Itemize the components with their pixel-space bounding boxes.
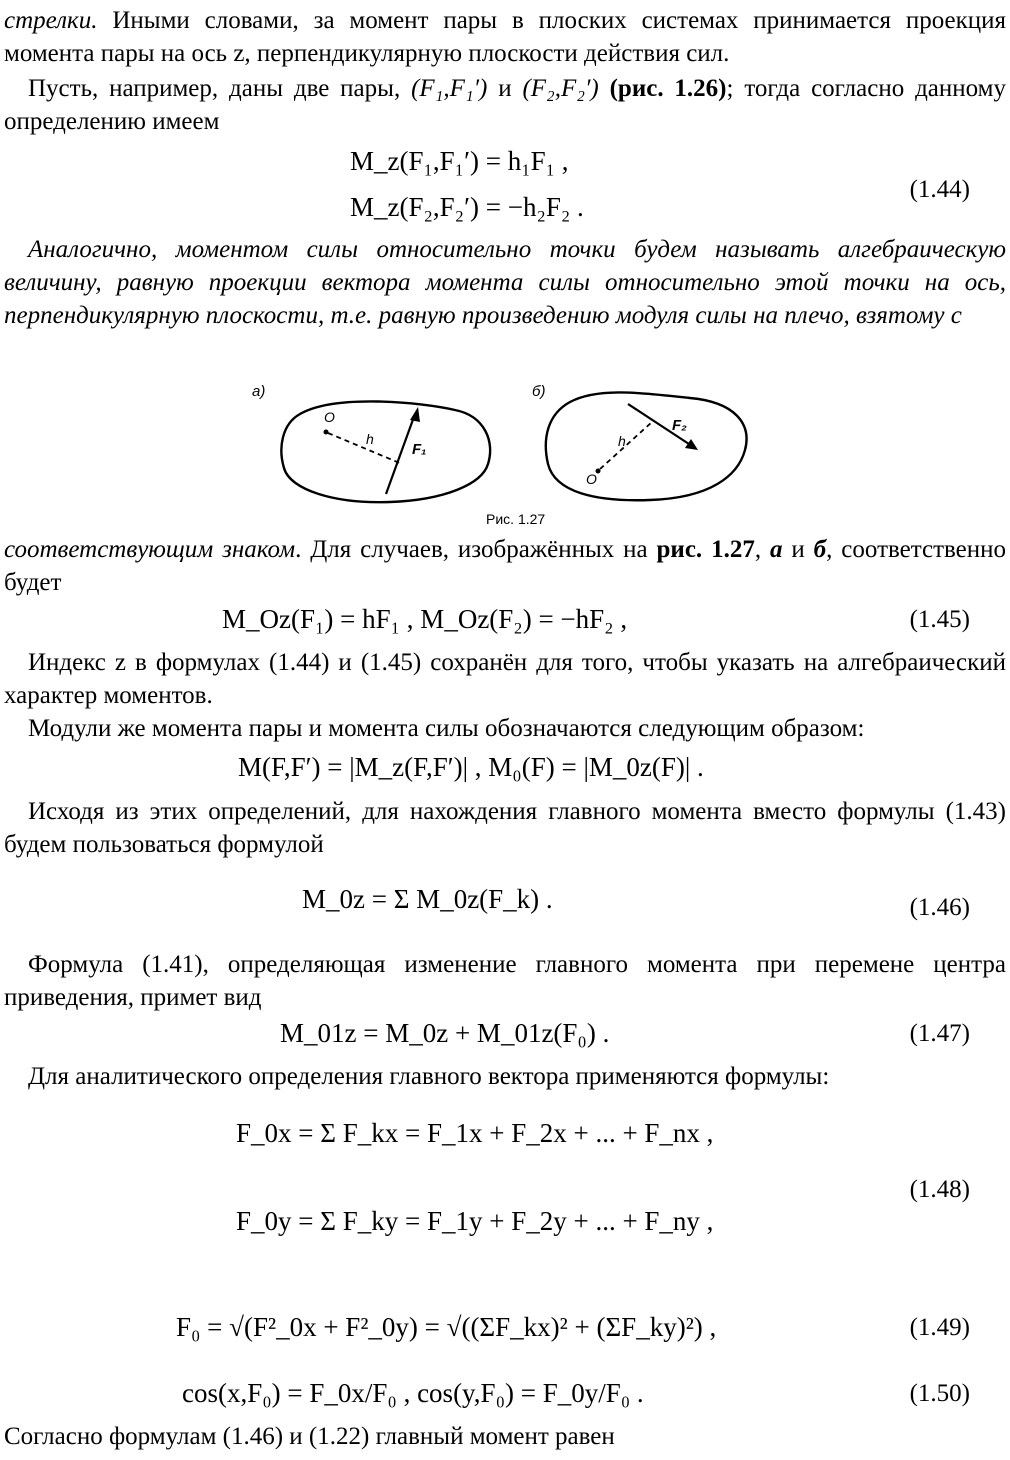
pair-1: (F₁,F₁′)	[411, 75, 488, 102]
body-outline-a	[281, 401, 490, 502]
figure-1-27	[240, 372, 770, 532]
point-label-a: O	[324, 409, 335, 425]
equation-number-1-48: (1.48)	[909, 1176, 970, 1203]
force-label-a: F₁	[412, 441, 427, 458]
equation-1-48-a: F_0x = Σ F_kx = F_1x + F_2x + ... + F_nx ,	[236, 1118, 714, 1148]
equation-1-47: M_01z = M_0z + M_01z(F₀) .	[280, 1018, 610, 1048]
paragraph-5: Индекс z в формулах (1.44) и (1.45) сохранён для того, чтобы указать на алгебраический характер моментов.	[4, 649, 1006, 709]
equation-1-44-a: M_z(F₁,F₁′) = h₁F₁ ,	[350, 146, 569, 176]
equation-1-48-b: F_0y = Σ F_ky = F_1y + F_2y + ... + F_ny ,	[236, 1206, 714, 1236]
force-label-b: F₂	[672, 417, 687, 434]
paragraph-4-italic: соответствующим знаком	[4, 536, 296, 563]
paragraph-6: Модули же момента пары и момента силы обозначаются следующим образом:	[28, 715, 865, 742]
case-b-reference: б	[813, 536, 827, 563]
pair-2: (F₂,F₂′)	[522, 75, 599, 102]
equation-1-50: cos(x,F₀) = F_0x/F₀ , cos(y,F₀) = F_0y/F₀ .	[182, 1378, 644, 1408]
case-a-reference: а	[770, 536, 783, 563]
figure-label-b: б)	[532, 383, 546, 400]
paragraph-1	[4, 4, 1006, 70]
equation-number-1-46: (1.46)	[909, 894, 970, 921]
equation-number-1-49: (1.49)	[909, 1314, 970, 1341]
force-vector-a	[386, 414, 415, 494]
equation-1-44-b: M_z(F₂,F₂′) = −h₂F₂ .	[350, 192, 584, 222]
figure-caption: Рис. 1.27	[486, 511, 546, 527]
paragraph-4-end: , соответственно будет	[4, 536, 1007, 596]
equation-moduli: M(F,F′) = |M_z(F,F′)| , M₀(F) = |M_0z(F)| .	[238, 752, 704, 782]
paragraph-2-end: ; тогда согласно данному определению имеем	[4, 75, 1006, 135]
figure-label-a: а)	[252, 383, 266, 400]
arm-line-b	[600, 422, 652, 469]
equation-1-46: M_0z = Σ M_0z(F_k) .	[302, 884, 553, 914]
equation-number-1-47: (1.47)	[909, 1020, 970, 1047]
equation-number-1-50: (1.50)	[909, 1380, 970, 1407]
arm-label-a: h	[366, 431, 374, 447]
arrowhead-b	[685, 439, 698, 450]
paragraph-8: Формула (1.41), определяющая изменение главного момента при перемене центра приведения, примет вид	[4, 951, 1006, 1011]
paragraph-10: Согласно формулам (1.46) и (1.22) главный момент равен	[4, 1423, 615, 1450]
paragraph-7: Исходя из этих определений, для нахождения главного момента вместо формулы (1.43) будем пользоваться формулой	[4, 798, 1006, 858]
arm-label-b: h	[618, 433, 626, 449]
arm-line-a	[328, 433, 402, 464]
paragraph-4-comma: ,	[754, 536, 770, 563]
paragraph-4-and: и	[782, 536, 814, 563]
paragraph-9: Для аналитического определения главного вектора применяются формулы:	[28, 1063, 830, 1090]
point-label-b: O	[586, 471, 597, 487]
paragraph-2-start: Пусть, например, даны две пары,	[28, 75, 412, 102]
figure-reference-1-27: рис. 1.27	[656, 536, 755, 563]
paragraph-2-and: и	[487, 75, 523, 102]
equation-number-1-44: (1.44)	[909, 176, 970, 203]
body-outline-b	[546, 392, 747, 500]
paragraph-3: Аналогично, моментом силы относительно точки будем называть алгебраическую величину, равную проекции вектора момента силы относительно этой точки на ось, перпендикулярную плоскости, т.е. равную произведению модуля силы на плечо, взятому с	[4, 236, 1006, 329]
paragraph-1-italic: стрелки.	[4, 7, 98, 34]
paragraph-2	[4, 72, 1006, 138]
equation-1-45: M_Oz(F₁) = hF₁ , M_Oz(F₂) = −hF₂ ,	[222, 604, 628, 634]
paragraph-1-text: Иными словами, за момент пары в плоских системах принимается проекция момента пары на ось z, перпендикулярную плоскости действия сил.	[4, 7, 1006, 67]
figure-reference-1-26: (рис. 1.26)	[598, 75, 727, 102]
paragraph-4	[4, 533, 1006, 599]
equation-1-49: F₀ = √(F²_0x + F²_0y) = √((ΣF_kx)² + (ΣF_ky)²) ,	[176, 1312, 717, 1342]
equation-number-1-45: (1.45)	[909, 606, 970, 633]
paragraph-4-mid: . Для случаев, изображённых на	[295, 536, 657, 563]
arrowhead-a	[410, 407, 420, 422]
